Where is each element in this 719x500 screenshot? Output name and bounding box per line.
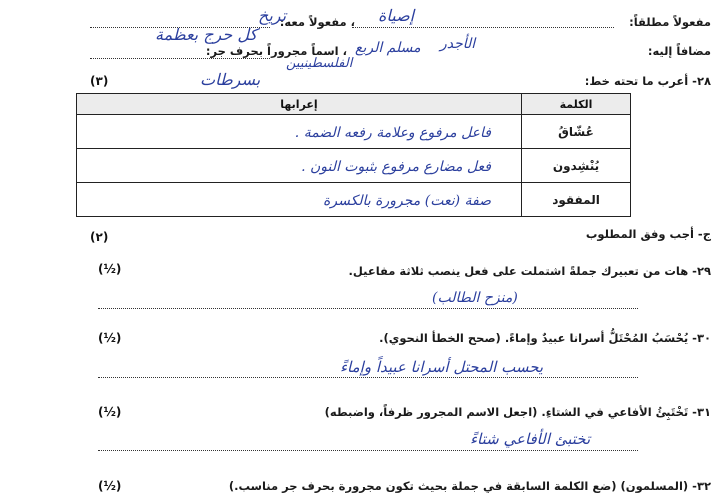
q2-answer-a: الأجدر — [440, 36, 476, 52]
q1-answer-2: تريخ — [258, 6, 287, 25]
row-parse: فاعل مرفوع وعلامة رفعه الضمة . — [294, 125, 491, 141]
q31-answer: تختبئ الأفاعي شتاءً — [470, 430, 591, 448]
parsing-table — [76, 93, 631, 217]
q28-marks: (٣) — [90, 74, 109, 88]
q2-answer-d: بسرطات — [200, 70, 261, 89]
q32-marks: (½) — [98, 479, 122, 493]
q1-answer: إصياة — [378, 6, 415, 25]
q30-answer-line — [98, 377, 638, 378]
q1-dotted-line — [352, 27, 614, 28]
q31-text: ٣١- تَخْتَبِئُ الأفاعي في الشتاءِ. (اجعل الاسم المجرور ظرفاً، واضبطه) — [324, 405, 711, 419]
table-row — [77, 149, 631, 183]
table-header-row — [77, 94, 631, 115]
section-c-title: ج- أجب وفق المطلوب — [585, 227, 711, 241]
section-c-marks: (٢) — [90, 230, 109, 244]
q2-answer-c: الفلسطينيين — [286, 56, 353, 71]
q32-text: ٣٢- (المسلمون) (ضع الكلمة السابقة في جملة بحيث تكون مجرورة بحرف جر مناسب.) — [228, 479, 711, 493]
q2-dotted-line — [90, 58, 270, 59]
q30-text: ٣٠- يُحْسَبُ المُحْتَلُّ أسرانا عبيدٌ وإماءً. (صحح الخطأ النحوي). — [379, 331, 711, 345]
table-row — [77, 115, 631, 149]
q28-title: ٢٨- أعرب ما تحته خط: — [584, 74, 711, 88]
q2-answer-b: مسلم الربع — [355, 40, 421, 56]
header-word: الكلمة — [522, 94, 631, 115]
row-word: عُشّاقُ — [522, 115, 631, 149]
row-parse: صفة (نعت) مجرورة بالكسرة — [323, 193, 491, 209]
q31-answer-line — [98, 450, 638, 451]
q2-label: مضافاً إليه: — [647, 44, 711, 58]
q29-text: ٢٩- هات من تعبيرك جملةً اشتملت على فعل ينصب ثلاثة مفاعيل. — [348, 264, 711, 278]
table-row — [77, 183, 631, 217]
row-word: المفقود — [522, 183, 631, 217]
q2-label-2: ، اسماً مجروراً بحرف جر: — [205, 44, 347, 58]
header-parse: إعرابها — [77, 94, 522, 115]
q1-extra-answer: كل حرج بعظمة — [155, 25, 258, 44]
q30-marks: (½) — [98, 331, 122, 345]
q1-label-2: ، مفعولاً معه: — [279, 15, 355, 29]
row-word: يُنْشِدون — [522, 149, 631, 183]
q1-label: مفعولاً مطلقاً: — [629, 15, 711, 29]
q29-answer: (منزح الطالب) — [432, 290, 518, 306]
row-parse: فعل مضارع مرفوع بثبوت النون . — [301, 159, 491, 175]
q29-answer-line — [98, 308, 638, 309]
q29-marks: (½) — [98, 262, 122, 276]
q31-marks: (½) — [98, 405, 122, 419]
q30-answer: يحسب المحتل أسرانا عبيداً وإماءً — [340, 358, 544, 376]
